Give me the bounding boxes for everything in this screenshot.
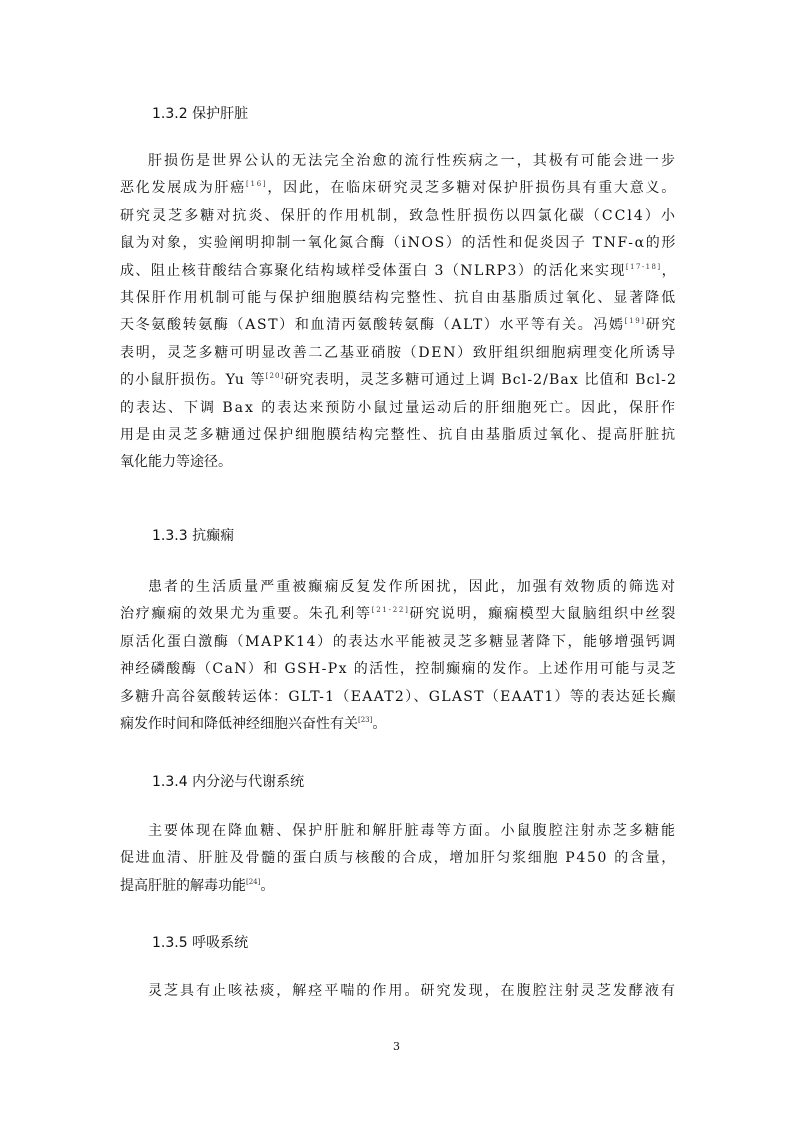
text-segment: 提高肝脏的解毒功能 xyxy=(120,877,246,894)
text-line xyxy=(120,340,677,367)
text-segment: 治疗癫痫的效果尤为重要。朱孔利等 xyxy=(120,606,372,623)
text-segment: 研究 xyxy=(645,317,677,334)
paragraph-respiratory-system xyxy=(120,978,677,1005)
text-line xyxy=(120,711,677,738)
section-heading-1-3-3: 1.3.3 抗癫痫 xyxy=(152,528,235,544)
text-line xyxy=(120,422,677,449)
text-segment: ， xyxy=(661,262,677,279)
page-number: 3 xyxy=(393,1040,400,1053)
text-line xyxy=(120,312,677,339)
text-line xyxy=(120,978,677,1005)
paragraph-anti-epilepsy xyxy=(120,574,677,738)
text-segment: 肝损伤是世界公认的无法完全治愈的流行性疾病之一，其极有可能会进一步 xyxy=(148,153,677,169)
text-segment: 促进血清、肝脏及骨髓的蛋白质与核酸的合成，增加肝匀浆细胞 P450 的含量， xyxy=(120,850,677,867)
text-segment: 研究灵芝多糖对抗炎、保肝的作用机制，致急性肝损伤以四氯化碳（CCl4）小 xyxy=(120,207,677,224)
text-segment: 患者的生活质量严重被癫痫反复发作所困扰，因此，加强有效物质的筛选对 xyxy=(148,579,677,595)
text-line xyxy=(120,818,677,845)
text-line xyxy=(120,629,677,656)
text-segment: 其保肝作用机制可能与保护细胞膜结构完整性、抗自由基脂质过氧化、显著降低 xyxy=(120,290,677,307)
text-segment: ，因此，在临床研究灵芝多糖对保护肝损伤具有重大意义。 xyxy=(267,180,677,197)
text-segment: 氧化能力等途径。 xyxy=(120,454,232,471)
paragraph-liver-protection xyxy=(120,148,677,477)
citation-reference: [21-22] xyxy=(371,606,410,615)
text-line xyxy=(120,656,677,683)
text-segment: 多糖升高谷氨酸转运体：GLT-1（EAAT2）、GLAST（EAAT1）等的表达延长癫 xyxy=(120,688,677,705)
text-line xyxy=(120,203,677,230)
section-heading-1-3-5: 1.3.5 呼吸系统 xyxy=(152,935,249,951)
text-line xyxy=(120,845,677,872)
text-segment: 成、阻止核苷酸结合寡聚化结构域样受体蛋白 3（NLRP3）的活化来实现 xyxy=(120,262,626,279)
text-line xyxy=(120,258,677,285)
citation-reference: [23] xyxy=(358,716,373,725)
text-line xyxy=(120,230,677,257)
text-segment: 用是由灵芝多糖通过保护细胞膜结构完整性、抗自由基脂质过氧化、提高肝脏抗 xyxy=(120,427,677,444)
paragraph-endocrine-metabolism xyxy=(120,818,677,900)
text-line xyxy=(120,574,677,601)
text-segment: 研究说明，癫痫模型大鼠脑组织中丝裂 xyxy=(409,606,677,623)
text-segment: 的表达、下调 Bax 的表达来预防小鼠过量运动后的肝细胞死亡。因此，保肝作 xyxy=(120,399,677,416)
text-line xyxy=(120,873,677,900)
text-line xyxy=(120,684,677,711)
citation-reference: [19] xyxy=(624,317,646,326)
section-heading-1-3-4: 1.3.4 内分泌与代谢系统 xyxy=(152,774,305,790)
text-line xyxy=(120,449,677,476)
text-segment: 。 xyxy=(260,877,275,894)
citation-reference: [20] xyxy=(265,372,285,381)
citation-reference: [16] xyxy=(246,180,268,189)
text-line xyxy=(120,367,677,394)
text-segment: 研究表明，灵芝多糖可通过上调 Bcl-2/Bax 比值和 Bcl-2 xyxy=(284,372,677,389)
text-segment: 原活化蛋白激酶（MAPK14）的表达水平能被灵芝多糖显著降下，能够增强钙调 xyxy=(120,633,677,650)
text-segment: 灵芝具有止咳祛痰，解痉平喘的作用。研究发现，在腹腔注射灵芝发酵液有 xyxy=(148,983,677,999)
text-segment: 表明，灵芝多糖可明显改善二乙基亚硝胺（DEN）致肝组织细胞病理变化所诱导 xyxy=(120,344,677,361)
text-segment: 痫发作时间和降低神经细胞兴奋性有关 xyxy=(120,716,358,733)
text-segment: 神经磷酸酶（CaN）和 GSH-Px 的活性，控制癫痫的发作。上述作用可能与灵芝 xyxy=(120,661,677,678)
text-line xyxy=(120,285,677,312)
section-heading-1-3-2: 1.3.2 保护肝脏 xyxy=(152,106,249,122)
text-segment: 鼠为对象，实验阐明抑制一氧化氮合酶（iNOS）的活性和促炎因子 TNF-α的形 xyxy=(120,235,677,252)
text-segment: 的小鼠肝损伤。Yu 等 xyxy=(120,372,266,389)
text-line xyxy=(120,395,677,422)
text-line xyxy=(120,148,677,175)
citation-reference: [24] xyxy=(246,877,261,886)
text-segment: 天冬氨酸转氨酶（AST）和血清丙氨酸转氨酶（ALT）水平等有关。冯嫣 xyxy=(120,317,625,334)
text-line xyxy=(120,175,677,202)
text-segment: 主要体现在降血糖、保护肝脏和解肝脏毒等方面。小鼠腹腔注射赤芝多糖能 xyxy=(148,823,677,839)
text-line xyxy=(120,601,677,628)
text-segment: 。 xyxy=(372,716,387,733)
citation-reference: [17-18] xyxy=(625,262,662,271)
text-segment: 恶化发展成为肝癌 xyxy=(120,180,247,197)
